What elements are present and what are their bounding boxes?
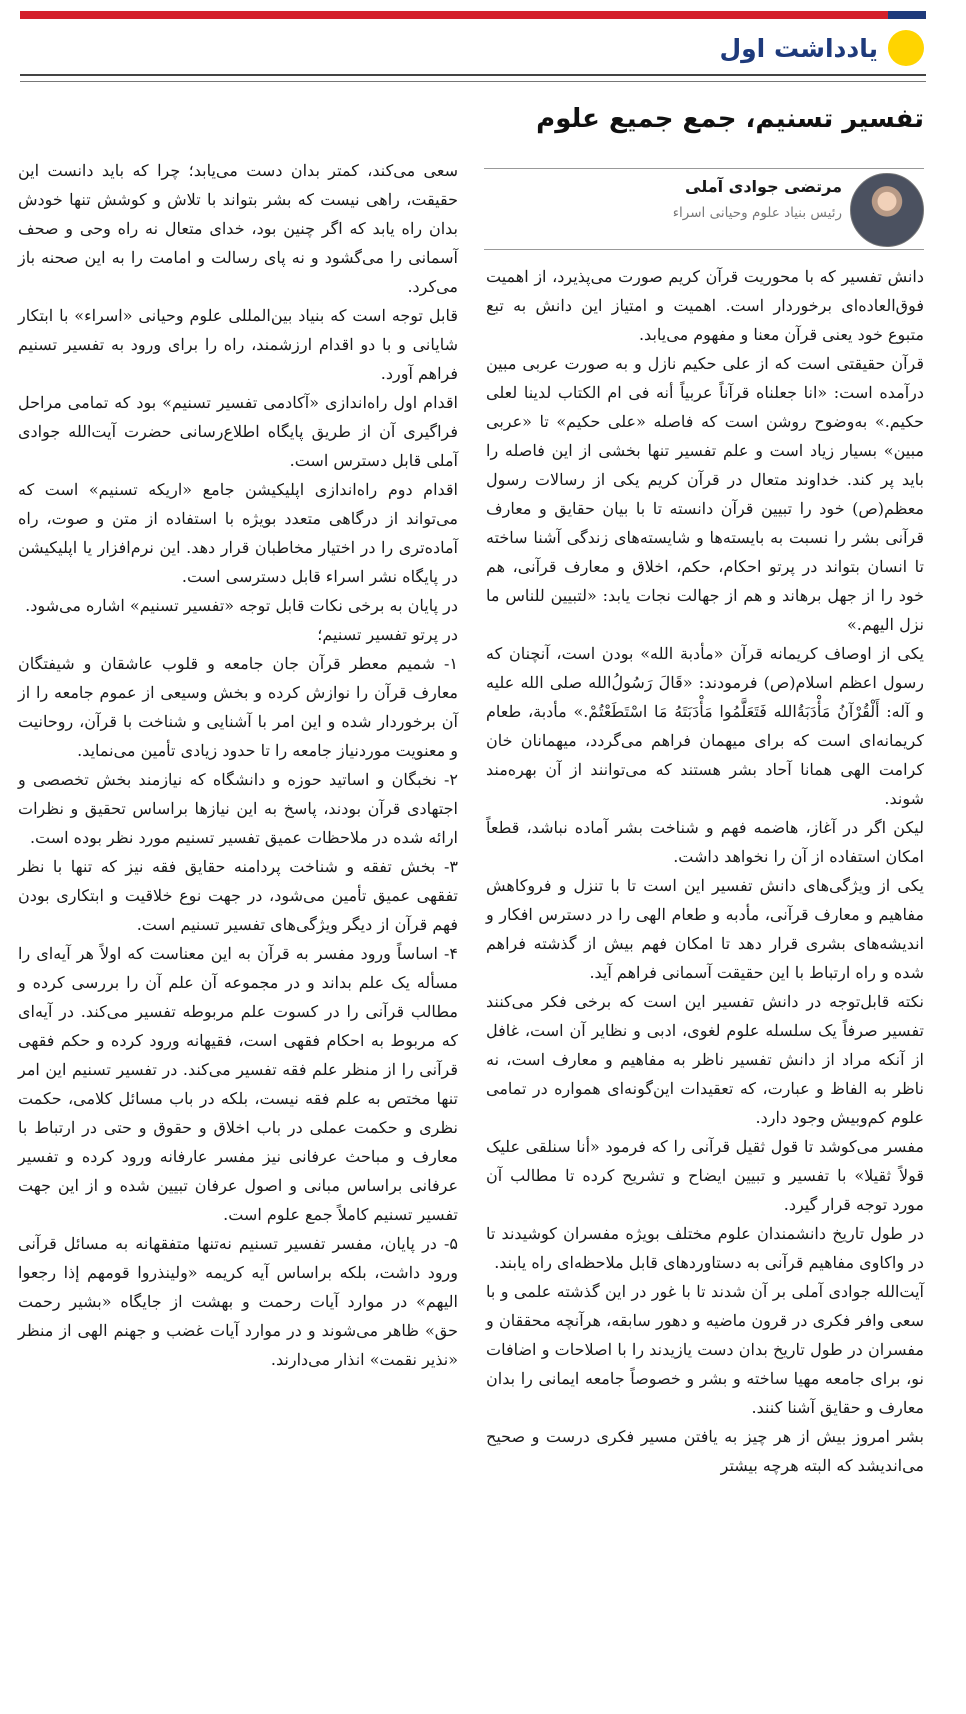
paragraph: ۲- نخبگان و اساتید حوزه و دانشگاه که نیازمند بخش تخصصی و اجتهادی قرآن بودند، پاسخ به این نیازها براساس تحقیق و نظرات ارائه شده در ملاحظات عمیق تفسیر تسنیم مورد نظر بوده است.	[18, 770, 458, 847]
author-photo	[850, 173, 924, 247]
top-color-bar	[20, 11, 926, 19]
rule-line	[20, 81, 926, 82]
author-name: مرتضی جوادی آملی	[685, 177, 842, 196]
rule-line	[20, 74, 926, 76]
paragraph: قرآن حقیقتی است که از علی حکیم نازل و به صورت عربی مبین درآمده است: «انا جعلناه قرآناً عربیاً أنه فی ام الکتاب لدینا لعلی حکیم.» به‌وضوح روشن است که فاصله «علی حکیم» تا «عربی مبین» بسیار زیاد است و علم تفسیر تنها بخشی از این فاصله را باید پر کند. خداوند متعال در قرآن کریم یکی از رسالات رسول معظم(ص) خود را تبیین قرآن دانسته تا با بیان حقایق و معارف قرآنی بشر را نسبت به بایسته‌ها و شایسته‌های زندگی آشنا ساخته تا انسان بتواند در پرتو احکام، حکم، اخلاق و معارف قرآنی، هم خود را از جهل برهاند و هم از جهالت نجات یابد: «لتبیین للناس ما نزل الیهم.»	[486, 354, 925, 634]
paragraph: ۴- اساساً ورود مفسر به قرآن به این معناست که اولاً هر آیه‌ای را مسأله یک علم بداند و در مجموعه آن علم آن را بررسی کرده و مطالب قرآنی را در کسوت علم مربوطه تفسیر می‌کند. در آیه‌ای که مربوط به احکام فقهی است، فقیهانه ورود کرده و حکم فقهی قرآنی را از منظر علم فقه تفسیر می‌کند. در تفسیر تسنیم این امر تنها مختص به علم فقه نیست، بلکه در باب مسائل کلامی، حکمت نظری و حکمت عملی در باب اخلاق و حقوق و حتی در ارتباط با معارف و مباحث عرفانی نیز مفسر عارفانه ورود کرده و تفسیر عرفانی براساس مبانی و اصول عرفان تبیین شده و از این جهت تفسیر تسنیم کاملاً جمع علوم است.	[18, 944, 458, 1224]
paragraph: یکی از ویژگی‌های دانش تفسیر این است تا با تنزل و فروکاهش مفاهیم و معارف قرآنی، مأدبه و طعام الهی را در دسترس افکار و اندیشه‌های بشری قرار دهد تا امکان فهم بیش از گذشته فراهم شده و راه ارتباط با این حقیقت آسمانی فراهم آید.	[486, 876, 924, 982]
paragraph: لیکن اگر در آغاز، هاضمه فهم و شناخت بشر آماده نباشد، قطعاً امکان استفاده از آن را نخواهد داشت.	[486, 818, 925, 866]
paragraph: بشر امروز بیش از هر چیز به یافتن مسیر فکری درست و صحیح می‌اندیشد که البته هرچه بیشتر	[486, 1427, 924, 1475]
paragraph: سعی می‌کند، کمتر بدان دست می‌یابد؛ چرا که باید دانست این حقیقت، راهی نیست که بشر بتواند با تلاش و کوشش تنها خودش بدان راه یابد که اگر چنین بود، خدای متعال نه راه وحی و صحف آسمانی را می‌گشود و نه پای رسالت و امامت را به این صحنه باز می‌کرد.	[18, 161, 458, 296]
paragraph: دانش تفسیر که با محوریت قرآن کریم صورت می‌پذیرد، از اهمیت فوق‌العاده‌ای برخوردار است. اهمیت و امتیاز این دانش به تبع متبوع خود یعنی قرآن معنا و مفهوم می‌یابد.	[486, 267, 924, 344]
paragraph: قابل توجه است که بنیاد بین‌المللی علوم وحیانی «اسراء» با ابتکار شایانی و با دو اقدام ارزشمند، راه را برای ورود به تفسیر تسنیم فراهم آورد.	[18, 306, 458, 383]
paragraph: ۱- شمیم معطر قرآن جان جامعه و قلوب عاشقان و شیفتگان معارف قرآن را نوازش کرده و بخش وسیعی از عموم جامعه را از آن برخوردار شده و این امر با آشنایی و شناخت با قرآن، روحانیت و معنویت موردنیاز جامعه را تا حدود زیادی تأمین می‌نماید.	[18, 654, 458, 760]
paragraph: یکی از اوصاف کریمانه قرآن «مأدبة الله» بودن است، آنچنان که رسول اعظم اسلام(ص) فرمودند: «قَالَ رَسُولُ‌الله صلی الله علیه و آله: أَلْقُرْآنُ مَأْدَبَةُ‌الله فَتَعَلَّمُوا مَأْدَبَتَهُ مَا اسْتَطَعْتُمْ.» مأدبة، طعام کریمانه‌ای است که برای میهمان فراهم می‌گردد، میهمانان خان کرامت الهی همانا آحاد بشر هستند که می‌توانند از آن بهره‌مند شوند.	[486, 644, 924, 808]
paragraph: در پرتو تفسیر تسنیم؛	[317, 625, 458, 644]
section-title: یادداشت اول	[719, 33, 878, 63]
article-column-right	[486, 262, 924, 1480]
paragraph: در طول تاریخ دانشمندان علوم مختلف بویژه مفسران کوشیدند تا در واکاوی مفاهیم قرآنی به دستاوردهای قابل ملاحظه‌ای راه یابند.	[486, 1224, 924, 1272]
author-byline	[484, 168, 924, 250]
paragraph: ۳- بخش تفقه و شناخت پردامنه حقایق فقه نیز که تنها با نظر تفقهی عمیق تأمین می‌شود، در جهت نوع خلاقیت و ابتکاری بودن فهم قرآن از دیگر ویژگی‌های تفسیر تسنیم است.	[18, 857, 458, 934]
section-header	[719, 26, 924, 70]
author-title: رئیس بنیاد علوم وحیانی اسراء	[672, 205, 842, 221]
article-headline: تفسیر تسنیم، جمع جمیع علوم	[536, 104, 924, 134]
paragraph: در پایان به برخی نکات قابل توجه «تفسیر تسنیم» اشاره می‌شود.	[25, 596, 458, 615]
yellow-dot-icon	[888, 30, 924, 66]
paragraph: اقدام دوم راه‌اندازی اپلیکیشن جامع «اریکه تسنیم» است که می‌تواند از درگاهی متعدد بویژه با استفاده از متن و صوت، راه آماده‌تری را در اختیار مخاطبان قرار دهد. این نرم‌افزار یا اپلیکیشن در پایگاه نشر اسراء قابل دسترسی است.	[18, 480, 458, 586]
article-column-left	[18, 156, 458, 1374]
paragraph: آیت‌الله جوادی آملی بر آن شدند تا با غور در این گذشته علمی و با سعی وافر فکری در قرون ماضیه و دهور سابقه، هرآنچه محققان و مفسران در طول تاریخ بدان دست یازیدند را با اصلاحات و اضافات نو، برای جامعه مهیا ساخته و بشر و خصوصاً جامعه ایمانی را بدان معارف و حقایق آشنا کنند.	[486, 1282, 924, 1417]
paragraph: نکته قابل‌توجه در دانش تفسیر این است که برخی فکر می‌کنند تفسیر صرفاً یک سلسله علوم لغوی، ادبی و نظایر آن است، غافل از آنکه مراد از دانش تفسیر ناظر به مفاهیم و معارف است، نه ناظر به الفاظ و عبارت، که تعقیدات این‌گونه‌ای همواره در تمامی علوم کم‌وبیش وجود دارد.	[486, 992, 925, 1127]
header-rules	[20, 74, 926, 87]
top-bar-navy	[888, 11, 926, 19]
top-bar-red	[20, 11, 888, 19]
paragraph: ۵- در پایان، مفسر تفسیر تسنیم نه‌تنها متفقهانه به مسائل قرآنی ورود داشت، بلکه براساس آیه کریمه «ولینذروا قومهم إذا رجعوا الیهم» در موارد آیات رحمت و بهشت از جایگاه «بشیر رحمت حق» ظاهر می‌شوند و در موارد آیات غضب و جهنم الهی از منظر «نذیر نقمت» انذار می‌دارند.	[18, 1234, 458, 1369]
paragraph: مفسر می‌کوشد تا قول ثقیل قرآنی را که فرمود «أنا سنلقی علیک قولاً ثقیلا» با تفسیر و تبیین ایضاح و تشریح کرده تا مطالب آن مورد توجه قرار گیرد.	[486, 1137, 924, 1214]
paragraph: اقدام اول راه‌اندازی «آکادمی تفسیر تسنیم» بود که تمامی مراحل فراگیری آن از طریق پایگاه اطلاع‌رسانی حضرت آیت‌الله جوادی آملی قابل دسترس است.	[18, 393, 458, 470]
